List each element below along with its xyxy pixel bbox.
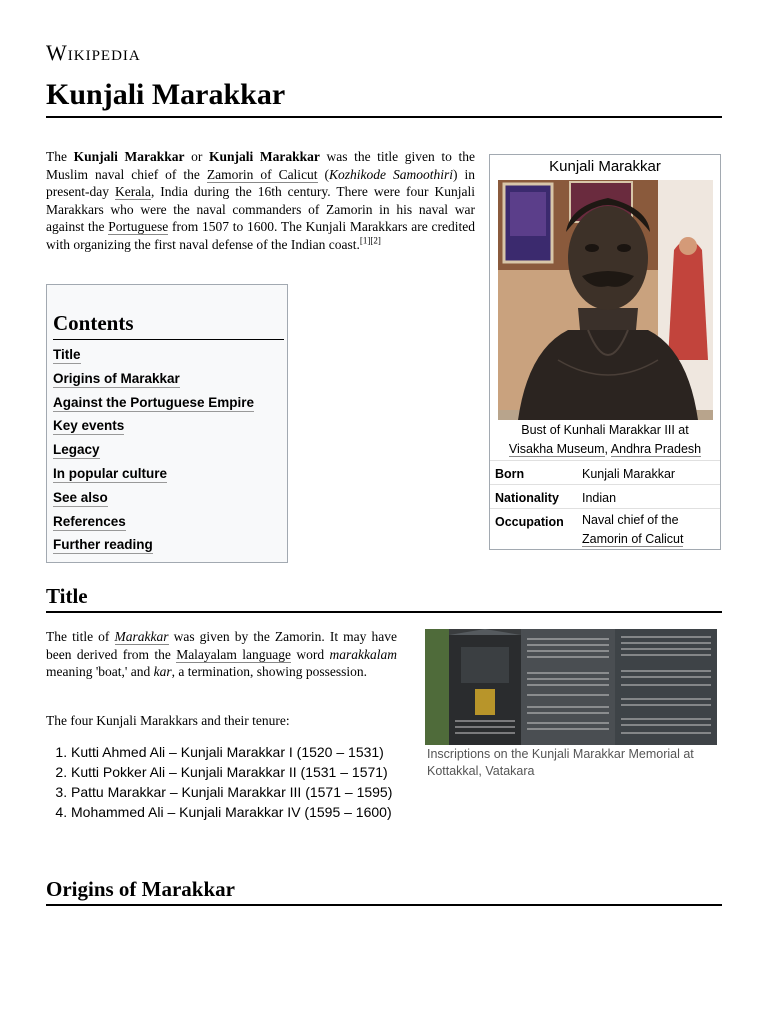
infobox-caption: Bust of Kunhali Marakkar III at Visakha Museum, Andhra Pradesh — [508, 423, 702, 456]
toc-heading-rule — [53, 339, 284, 340]
list-item: 1. Kutti Ahmed Ali – Kunjali Marakkar I (1520 – 1531) — [71, 744, 436, 762]
infobox-value: Indian — [582, 491, 617, 505]
inscriptions-photo[interactable] — [425, 629, 717, 745]
section-heading-title: Title — [46, 584, 88, 608]
infobox — [489, 154, 721, 550]
infobox-key: Occupation — [495, 515, 564, 529]
reference-marks[interactable]: [1][2] — [359, 235, 381, 245]
malayalam-language-link[interactable]: Malayalam language — [176, 646, 292, 662]
kerala-link[interactable]: Kerala — [114, 184, 151, 199]
inscriptions-image-icon — [425, 629, 717, 745]
andhra-pradesh-link[interactable]: Andhra Pradesh — [610, 442, 702, 456]
toc-item-title[interactable]: Title — [53, 347, 81, 362]
visakha-museum-link[interactable]: Visakha Museum — [508, 442, 605, 456]
toc-item-origins[interactable]: Origins of Marakkar — [53, 371, 180, 386]
list-item: 3. Pattu Marakkar – Kunjali Marakkar III (1571 – 1595) — [71, 784, 436, 802]
wikipedia-wordmark[interactable]: Wikipedia — [46, 40, 141, 65]
section-heading-origins: Origins of Marakkar — [46, 877, 235, 901]
infobox-row-nationality — [490, 484, 720, 509]
toc-item-further-reading[interactable]: Further reading — [53, 537, 153, 552]
table-of-contents — [46, 284, 288, 563]
bust-image-icon — [498, 180, 713, 420]
toc-item-legacy[interactable]: Legacy — [53, 442, 100, 457]
tenure-intro: The four Kunjali Marakkars and their tenure: — [46, 713, 290, 728]
infobox-key: Nationality — [495, 491, 559, 505]
toc-item-portuguese-empire[interactable]: Against the Portuguese Empire — [53, 395, 255, 410]
list-item: 2. Kutti Pokker Ali – Kunjali Marakkar II (1531 – 1571) — [71, 764, 436, 782]
page-title: Kunjali Marakkar — [46, 78, 286, 111]
intro-paragraph: The Kunjali Marakkar or Kunjali Marakkar was the title given to the Muslim naval chief of the Zamorin of Calicut (Kozhikode Samoothiri) in present-day Kerala, India during the 16th century. There were four Kunjali Marakkars who were the naval commanders of Zamorin in his naval war against the Portuguese from 1507 to 1600. The Kunjali Marakkars are credited with organizing the first naval defense of the Indian coast.[1][2] — [46, 149, 476, 252]
title-underline — [46, 116, 722, 118]
toc-item-references[interactable]: References — [53, 514, 126, 529]
infobox-row-occupation — [490, 508, 720, 550]
infobox-title: Kunjali Marakkar — [549, 158, 661, 175]
title-paragraph: The title of Marakkar was given by the Zamorin. It may have been derived from the Malayalam language word marakkalam meaning 'boat,' and kar, a termination, showing possession. — [46, 629, 398, 679]
list-item: 4. Mohammed Ali – Kunjali Marakkar IV (1595 – 1600) — [71, 804, 436, 822]
infobox-key: Born — [495, 467, 525, 481]
marakkar-link[interactable]: Marakkar — [114, 629, 169, 644]
infobox-row-born — [490, 460, 720, 485]
toc-item-key-events[interactable]: Key events — [53, 418, 125, 433]
zamorin-of-calicut-link[interactable]: Zamorin of Calicut — [206, 166, 318, 182]
inscriptions-caption: Inscriptions on the Kunjali Marakkar Memorial at Kottakkal, Vatakara — [427, 747, 694, 778]
toc-item-popular-culture[interactable]: In popular culture — [53, 466, 168, 481]
section-origins-rule — [46, 904, 722, 906]
occupation-zamorin-link[interactable]: Zamorin of Calicut — [582, 532, 684, 546]
portuguese-link[interactable]: Portuguese — [108, 219, 169, 234]
toc-heading: Contents — [53, 311, 134, 335]
toc-item-see-also[interactable]: See also — [53, 490, 108, 505]
tenure-list — [46, 744, 436, 824]
bust-photo[interactable] — [498, 180, 713, 420]
section-title-rule — [46, 611, 722, 613]
infobox-value: Naval chief of the Zamorin of Calicut — [582, 513, 684, 546]
infobox-value: Kunjali Marakkar — [582, 467, 676, 481]
